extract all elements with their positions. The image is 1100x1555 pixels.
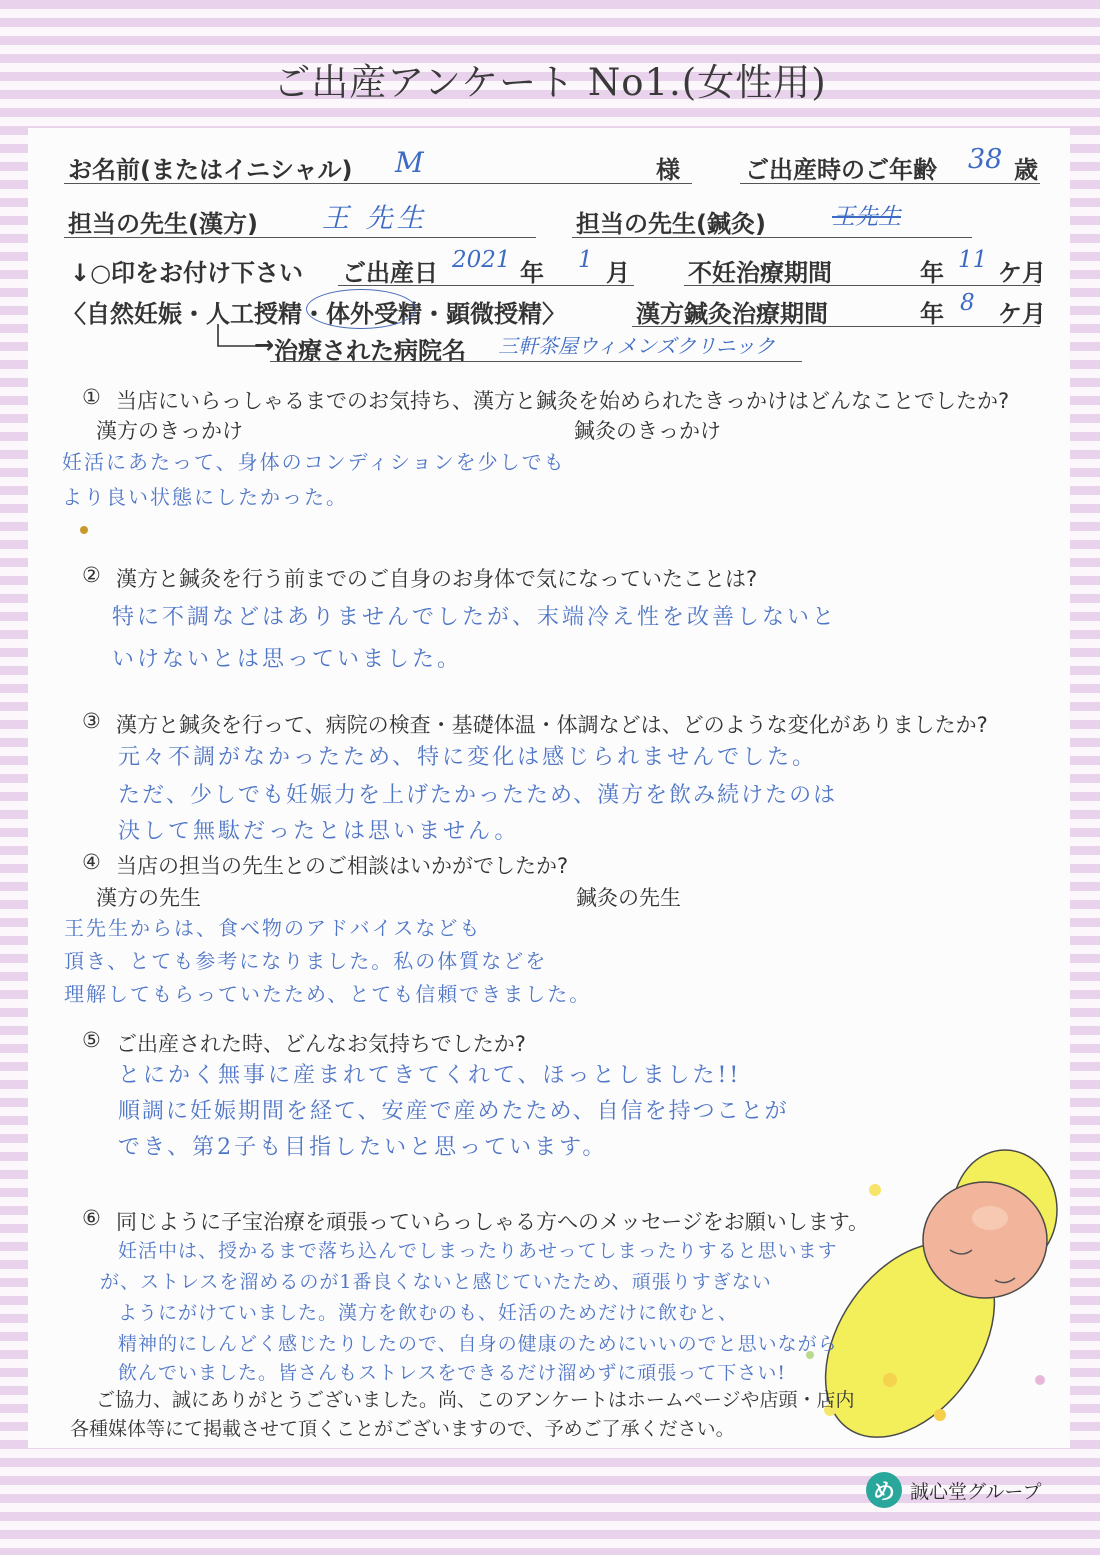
q6-answer-line-4: 精神的にしんどく感じたりしたので、自身の健康のためにいいのでと思いながら <box>118 1333 838 1355</box>
name-underline <box>64 183 692 184</box>
infertility-label: 不妊治療期間 <box>688 259 832 287</box>
birth-date-label: ご出産日 <box>342 259 438 287</box>
q5-text: ご出産された時、どんなお気持ちでしたか? <box>116 1032 526 1056</box>
q1-answer-line-2: より良い状態にしたかった。 <box>62 485 348 509</box>
q1-answer-line-1: 妊活にあたって、身体のコンディションを少しでも <box>62 450 566 474</box>
q2-answer-line-1: 特に不調などはありませんでしたが、末端冷え性を改善しないと <box>112 605 838 630</box>
kampo-year-unit: 年 <box>920 300 944 328</box>
teacher-shinkyu-label: 担当の先生(鍼灸) <box>576 210 766 238</box>
q5-answer-line-1: とにかく無事に産まれてきてくれて、ほっとしました!! <box>118 1063 742 1088</box>
q1-num: ① <box>82 385 101 409</box>
birth-month-unit: 月 <box>606 259 630 287</box>
q3-answer-line-1: 元々不調がなかったため、特に変化は感じられませんでした。 <box>118 745 818 770</box>
footer-line-1: ご協力、誠にありがとうございました。尚、このアンケートはホームページや店頭・店内 <box>96 1389 855 1411</box>
age-underline <box>740 183 1040 184</box>
selected-method-circle <box>306 289 416 329</box>
q4-answer-line-1: 王先生からは、食べ物のアドバイスなども <box>64 916 482 940</box>
q5-answer-line-3: でき、第2子も目指したいと思っています。 <box>118 1135 608 1160</box>
q1-text: 当店にいらっしゃるまでのお気持ち、漢方と鍼灸を始められたきっかけはどんなことでしたか? <box>116 389 1010 413</box>
age-unit: 歳 <box>1014 156 1038 184</box>
q6-text: 同じように子宝治療を頑張っていらっしゃる方へのメッセージをお願いします。 <box>116 1210 870 1234</box>
company-logo <box>866 1472 1041 1508</box>
hospital-value: 三軒茶屋ウィメンズクリニック <box>498 334 775 358</box>
logo-text: 誠心堂グループ <box>910 1480 1042 1503</box>
q2-text: 漢方と鍼灸を行う前までのご自身のお身体で気になっていたことは? <box>116 567 758 591</box>
hospital-underline <box>270 361 802 362</box>
birth-year-unit: 年 <box>520 259 544 287</box>
q1-kampo-sub: 漢方のきっかけ <box>96 419 243 443</box>
q6-answer-line-3: ようにがけていました。漢方を飲むのも、妊活のためだけに飲むと、 <box>118 1302 739 1324</box>
q4-text: 当店の担当の先生とのご相談はいかがでしたか? <box>116 854 569 878</box>
q6-num: ⑥ <box>82 1206 101 1230</box>
infertility-underline <box>684 285 1040 286</box>
q4-answer-line-2: 頂き、とても参考になりました。私の体質などを <box>64 949 548 973</box>
q5-answer-line-2: 順調に妊娠期間を経て、安産で産めたため、自信を持つことが <box>118 1099 789 1124</box>
age-value: 38 <box>968 144 1003 175</box>
q3-answer-line-3: 決して無駄だったとは思いません。 <box>118 819 520 844</box>
q4-num: ④ <box>82 850 101 874</box>
q6-answer-line-2: が、ストレスを溜めるのが1番良くないと感じていたため、頑張りすぎない <box>100 1271 772 1293</box>
q4-answer-line-3: 理解してもらっていたため、とても信頼できました。 <box>64 982 592 1006</box>
q3-answer-line-2: ただ、少しでも妊娠力を上げたかったため、漢方を飲み続けたのは <box>118 783 838 808</box>
q5-num: ⑤ <box>82 1028 101 1052</box>
hospital-label: 治療された病院名 <box>274 337 466 365</box>
birth-year-value: 2021 <box>452 247 511 273</box>
teacher-kampo-value: 王 先生 <box>322 203 428 234</box>
name-label: お名前(またはイニシャル) <box>68 156 353 184</box>
mark-instruction: ↓○印をお付け下さい <box>70 259 304 287</box>
q4-kampo-sub: 漢方の先生 <box>96 886 201 910</box>
conception-methods: 〈自然妊娠・人工授精・体外受精・顕微授精〉 <box>62 300 566 328</box>
age-label: ご出産時のご年齢 <box>745 156 937 184</box>
q2-answer-line-2: いけないとは思っていました。 <box>112 647 463 672</box>
sama-label: 様 <box>656 156 680 184</box>
q3-num: ③ <box>82 709 101 733</box>
q6-answer-line-1: 妊活中は、授かるまで落ち込んでしまったりあせってしまったりすると思います <box>118 1240 838 1262</box>
q4-shinkyu-sub: 鍼灸の先生 <box>576 886 681 910</box>
q2-num: ② <box>82 563 101 587</box>
hospital-arrow: → <box>254 331 275 359</box>
infertility-months-unit: ケ月 <box>998 259 1046 287</box>
infertility-year-unit: 年 <box>920 259 944 287</box>
birth-date-underline <box>338 285 634 286</box>
ink-dot <box>80 526 88 534</box>
name-value: M <box>395 146 424 179</box>
q3-text: 漢方と鍼灸を行って、病院の検査・基礎体温・体調などは、どのような変化がありましたか? <box>116 713 988 737</box>
logo-mark-icon: め <box>866 1472 902 1508</box>
page-title: ご出産アンケート No1.(女性用) <box>273 61 827 104</box>
teacher-kampo-underline <box>64 237 536 238</box>
q1-shinkyu-sub: 鍼灸のきっかけ <box>574 419 721 443</box>
teacher-shinkyu-underline <box>572 237 972 238</box>
q6-answer-line-5: 飲んでいました。皆さんもストレスをできるだけ溜めずに頑張って下さい! <box>118 1362 787 1384</box>
kampo-period-underline <box>632 326 1040 327</box>
kampo-months-unit: ケ月 <box>998 300 1046 328</box>
kampo-period-label: 漢方鍼灸治療期間 <box>636 300 828 328</box>
footer-line-2: 各種媒体等にて掲載させて頂くことがございますので、予めご了承ください。 <box>70 1418 735 1440</box>
kampo-months-value: 8 <box>960 290 975 316</box>
teacher-shinkyu-value: 王先生 <box>832 204 901 230</box>
infertility-months-value: 11 <box>958 247 988 273</box>
birth-month-value: 1 <box>578 247 593 273</box>
teacher-kampo-label: 担当の先生(漢方) <box>68 210 258 238</box>
